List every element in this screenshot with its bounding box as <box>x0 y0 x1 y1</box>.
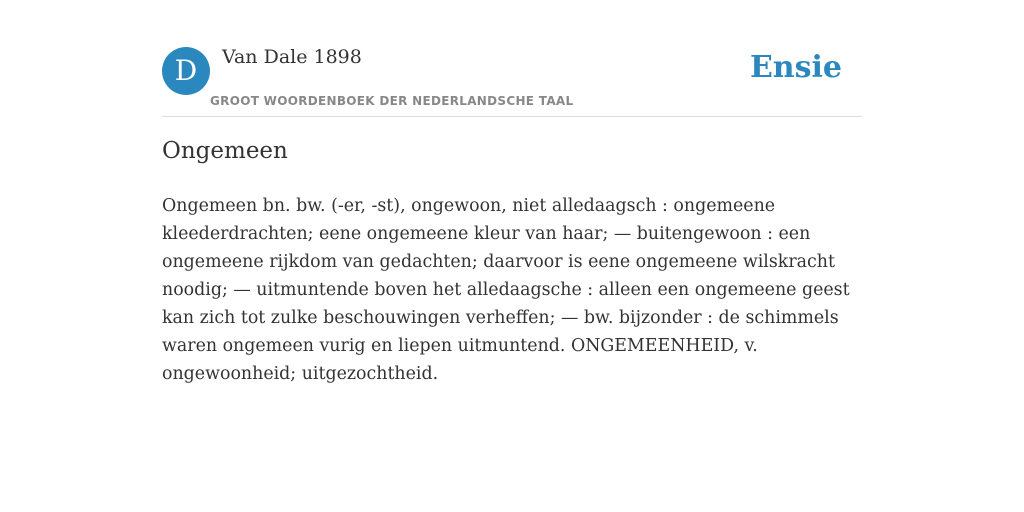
entry-headword: Ongemeen <box>162 138 288 164</box>
entry-definition: Ongemeen bn. bw. (-er, -st), ongewoon, niet alledaagsch : ongemeene kleederdrachten; eene ongemeene kleur van haar; — buitengewoon : een ongemeene rijkdom van gedachten; daarvoor is eene ongemeene wilskracht noodig; — uitmuntende boven het alledaagsche : alleen een ongemeene geest kan zich tot zulke beschouwingen verheffen; — bw. bijzonder : de schimmels waren ongemeen vurig en liepen uitmuntend. ONGEMEENHEID, v. ongewoonheid; uitgezochtheid. <box>162 196 850 384</box>
ensie-brand-logo[interactable]: Ensie <box>749 50 842 85</box>
dictionary-subtitle: GROOT WOORDENBOEK DER NEDERLANDSCHE TAAL <box>210 94 574 108</box>
dictionary-name-link[interactable]: Van Dale 1898 <box>222 46 362 68</box>
dictionary-logo[interactable]: D <box>162 47 210 95</box>
dictionary-header <box>162 44 862 117</box>
